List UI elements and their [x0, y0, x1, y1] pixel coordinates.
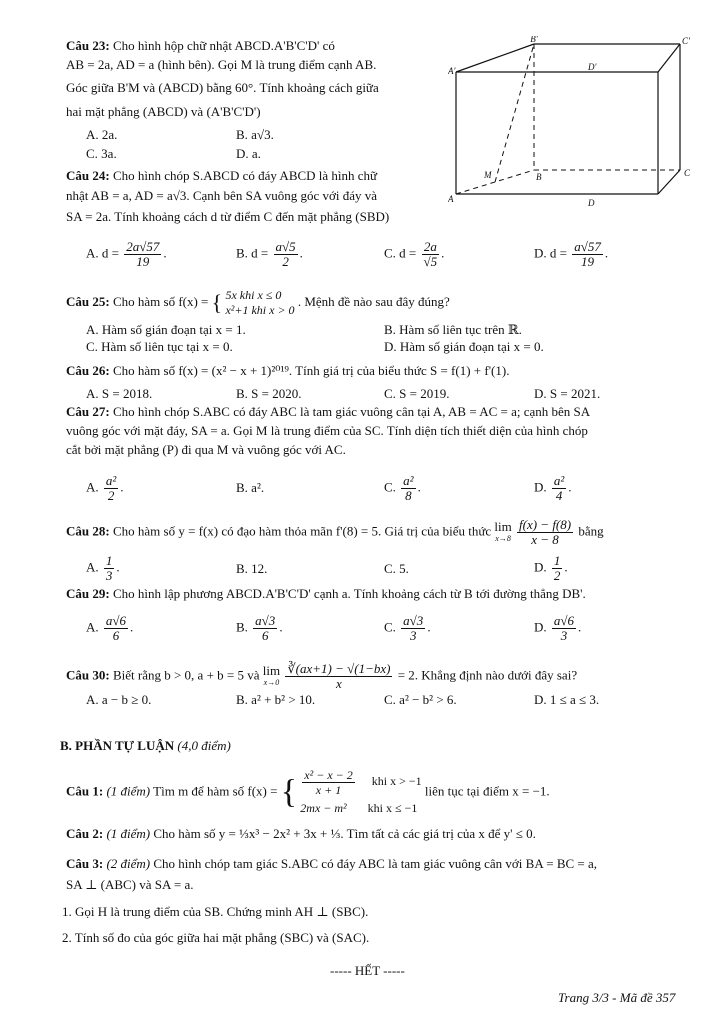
label-bp: B': [530, 36, 538, 44]
q24-label: Câu 24:: [66, 168, 110, 183]
q26-label: Câu 26:: [66, 363, 110, 378]
q29-d-fraction: $\frac{a√6}{3}$: [553, 613, 575, 643]
q23-line1: [66, 38, 335, 54]
label-b: B: [536, 172, 542, 182]
q30-option-d: D. 1 ≤ a ≤ 3.: [534, 692, 600, 707]
q25-cases: 5x khi x ≤ 0 x²+1 khi x > 0: [225, 288, 295, 317]
page-footer: Trang 3/3 - Mã đề 357: [558, 990, 676, 1005]
q24-b-fraction: $\frac{a√5}{2}$: [275, 239, 296, 269]
q27-d-fraction: $\frac{\text{a²}}{4}$: [553, 473, 565, 503]
q30-fraction: $\frac{∛(ax+1) - √(1-bx)}{x}$: [287, 661, 391, 691]
label-dp: D': [588, 62, 597, 72]
e1-brace: {: [280, 773, 298, 811]
q23-option-a: A. 2a.: [86, 127, 118, 142]
q28-lim: lim x→8: [494, 518, 512, 543]
label-ap: A': [448, 66, 456, 76]
section-b-title: B. PHẦN TỰ LUẬN: [60, 738, 175, 753]
hidden-segment-m-bp: [495, 44, 534, 182]
q25-option-a: A. Hàm số gián đoạn tại x = 1.: [86, 322, 246, 337]
label-a: A: [448, 194, 454, 204]
q23-option-c: C. 3a.: [86, 146, 117, 161]
q23-option-b: B. a√3.: [236, 127, 274, 142]
q27-c-fraction: $\frac{\text{a²}}{8}$: [403, 473, 414, 503]
q25-brace: {: [211, 290, 223, 315]
q24-line2: nhật AB = a, AD = a√3. Cạnh bên SA vuông góc với đáy và: [66, 188, 378, 203]
q23-option-d: D. a.: [236, 146, 261, 161]
q24-a-fraction: $\frac{2a√57}{19}$: [126, 239, 160, 269]
q27-option-b: B. a².: [236, 480, 265, 495]
q29-option-c: C. $\frac{a√3}{3}$ .: [384, 613, 431, 643]
label-m: M: [484, 170, 492, 180]
q23-line2: AB = 2a, AD = a (hình bên). Gọi M là trung điểm cạnh AB.: [66, 57, 377, 72]
q27-line1: Câu 27: Cho hình chóp S.ABC có đáy ABC là tam giác vuông cân tại A, AB = AC = a; cạnh bên SA: [66, 404, 591, 419]
q27-label: Câu 27:: [66, 404, 110, 419]
q29-label: Câu 29:: [66, 586, 110, 601]
q27-option-c: C. $\frac{\text{a²}}{8}$ .: [384, 473, 421, 503]
label-cp: C': [682, 36, 690, 46]
q24-d-fraction: $\frac{a√57}{19}$: [574, 239, 601, 269]
e3-line1: Câu 3: (2 điểm) Cho hình chóp tam giác S.ABC có đáy ABC là tam giác vuông cân với BA = BC = a,: [66, 856, 598, 871]
q24-c-fraction: $\frac{2a}{√5}$: [423, 239, 438, 269]
e3-line2: SA ⊥ (ABC) và SA = a.: [66, 877, 194, 892]
edge-ap-bp: [456, 44, 534, 72]
q23-label: Câu 23:: [66, 38, 110, 53]
q28-label: Câu 28:: [66, 523, 110, 539]
label-d: D: [588, 198, 595, 208]
q26-option-d: D. S = 2021.: [534, 386, 601, 401]
q24-line1: [66, 168, 377, 184]
end-marker: ----- HẾT -----: [330, 963, 405, 978]
q29-option-a: A. $\frac{a√6}{6}$ .: [86, 613, 134, 643]
e2-points: (1 điểm): [106, 826, 151, 841]
q28-a-fraction: $\frac{1}{3}$: [105, 553, 113, 583]
e1-label: Câu 1:: [66, 783, 104, 799]
q26-option-c: C. S = 2019.: [384, 386, 450, 401]
q24-option-b: B. d = $\frac{a√5}{2}$ .: [236, 239, 303, 269]
q27-option-d: D. $\frac{\text{a²}}{4}$ .: [534, 473, 572, 503]
q28-option-b: B. 12.: [236, 561, 268, 576]
q24-option-c: C. d = $\frac{2a}{√5}$ .: [384, 239, 445, 269]
q28-line: Câu 28: Cho hàm số y = f(x) có đạo hàm thỏa mãn f'(8) = 5. Giá trị của biểu thức lim x→8 $\frac{f(x) - f(8)}{x - 8}$ bằng: [66, 517, 604, 547]
q30-label: Câu 30:: [66, 667, 110, 683]
q30-option-c: C. a² − b² > 6.: [384, 692, 457, 707]
q30-line: Câu 30: Biết rằng b > 0, a + b = 5 và lim x→0 $\frac{∛(ax+1) - √(1-bx)}{x}$ = 2. Khẳng định nào dưới đây sai?: [66, 661, 578, 691]
q26-line: Câu 26: Cho hàm số f(x) = (x² − x + 1)²⁰¹⁹. Tính giá trị của biểu thức S = f(1) + f'(1).: [66, 363, 510, 378]
section-b-points: (4,0 điểm): [177, 738, 231, 753]
q25-line: Câu 25: Cho hàm số f(x) = { 5x khi x ≤ 0 x²+1 khi x > 0 . Mệnh đề nào sau đây đúng?: [66, 288, 450, 317]
q29-option-d: D. $\frac{a√6}{3}$ .: [534, 613, 582, 643]
e2-label: Câu 2:: [66, 826, 104, 841]
q27-option-a: A. $\frac{\text{a²}}{2}$ .: [86, 473, 124, 503]
q23-line4: hai mặt phẳng (ABCD) và (A'B'C'D'): [66, 104, 261, 119]
e3-points: (2 điểm): [106, 856, 151, 871]
q26-option-a: A. S = 2018.: [86, 386, 153, 401]
q24-option-d: D. d = $\frac{a√57}{19}$ .: [534, 239, 609, 269]
e1-points: (1 điểm): [106, 783, 151, 799]
q24-text1: Cho hình chóp S.ABCD có đáy ABCD là hình chữ: [112, 168, 378, 183]
q24-option-a: A. d = $\frac{2a√57}{19}$ .: [86, 239, 167, 269]
q25-option-d: D. Hàm số gián đoạn tại x = 0.: [384, 339, 544, 354]
q24-line3: SA = 2a. Tính khoảng cách d từ điểm C đến mặt phẳng (SBD): [66, 209, 390, 224]
q30-lim: lim x→0: [262, 662, 281, 687]
section-b-heading: [60, 738, 231, 754]
edge-dp-cp: [658, 44, 680, 72]
q28-d-fraction: $\frac{1}{2}$: [553, 553, 561, 583]
e3-item2: 2. Tính số đo của góc giữa hai mặt phẳng (SBC) và (SAC).: [62, 930, 370, 945]
q23-text1: Cho hình hộp chữ nhật ABCD.A'B'C'D' có: [112, 38, 335, 53]
q30-option-a: A. a − b ≥ 0.: [86, 692, 152, 707]
e2-line: Câu 2: (1 điểm) Cho hàm số y = ⅓x³ − 2x² + 3x + ⅓. Tìm tất cả các giá trị của x để y' ≤ 0.: [66, 826, 536, 841]
q27-a-fraction: $\frac{\text{a²}}{2}$: [105, 473, 117, 503]
e1-line: Câu 1: (1 điểm) Tìm m để hàm số f(x) = { $\frac{\text{x² − x − 2}}{x + 1}$ khi x > −1 2mx − m² khi x ≤ −1 liên tục tại điểm x = −1.: [66, 768, 550, 815]
edge-d-c: [658, 170, 680, 194]
e3-item1: 1. Gọi H là trung điểm của SB. Chứng minh AH ⊥ (SBC).: [62, 904, 369, 919]
q29-a-fraction: $\frac{a√6}{6}$: [105, 613, 127, 643]
q29-option-b: B. $\frac{a√3}{6}$ .: [236, 613, 283, 643]
e3-label: Câu 3:: [66, 856, 104, 871]
q28-fraction: $\frac{f(x) - f(8)}{x - 8}$: [519, 517, 572, 547]
e1-case1-fraction: $\frac{\text{x² − x − 2}}{x + 1}$: [304, 768, 353, 797]
q23-line3: Góc giữa B'M và (ABCD) bằng 60°. Tính khoảng cách giữa: [66, 80, 379, 95]
q28-option-d: D. $\frac{1}{2}$ .: [534, 553, 568, 583]
q28-option-c: C. 5.: [384, 561, 409, 576]
e1-cases: $\frac{\text{x² − x − 2}}{x + 1}$ khi x > −1 2mx − m² khi x ≤ −1: [300, 768, 422, 815]
q28-option-a: A. $\frac{1}{3}$ .: [86, 553, 120, 583]
q27-line3: cắt bởi mặt phẳng (P) đi qua M và vuông góc với AC.: [66, 442, 346, 457]
q25-label: Câu 25:: [66, 293, 110, 309]
q25-option-b: B. Hàm số liên tục trên ℝ.: [384, 322, 522, 337]
q27-line2: vuông góc với mặt đáy, SA = a. Gọi M là trung điểm của SC. Tính diện tích thiết diện của hình chóp: [66, 423, 588, 438]
q29-line: Câu 29: Cho hình lập phương ABCD.A'B'C'D' cạnh a. Tính khoảng cách từ B tới đường thẳng DB'.: [66, 586, 586, 601]
box-figure: [448, 36, 698, 216]
q30-option-b: B. a² + b² > 10.: [236, 692, 316, 707]
q29-b-fraction: $\frac{a√3}{6}$: [255, 613, 276, 643]
label-c: C: [684, 168, 691, 178]
q25-option-c: C. Hàm số liên tục tại x = 0.: [86, 339, 233, 354]
q29-c-fraction: $\frac{a√3}{3}$: [403, 613, 424, 643]
q26-option-b: B. S = 2020.: [236, 386, 302, 401]
